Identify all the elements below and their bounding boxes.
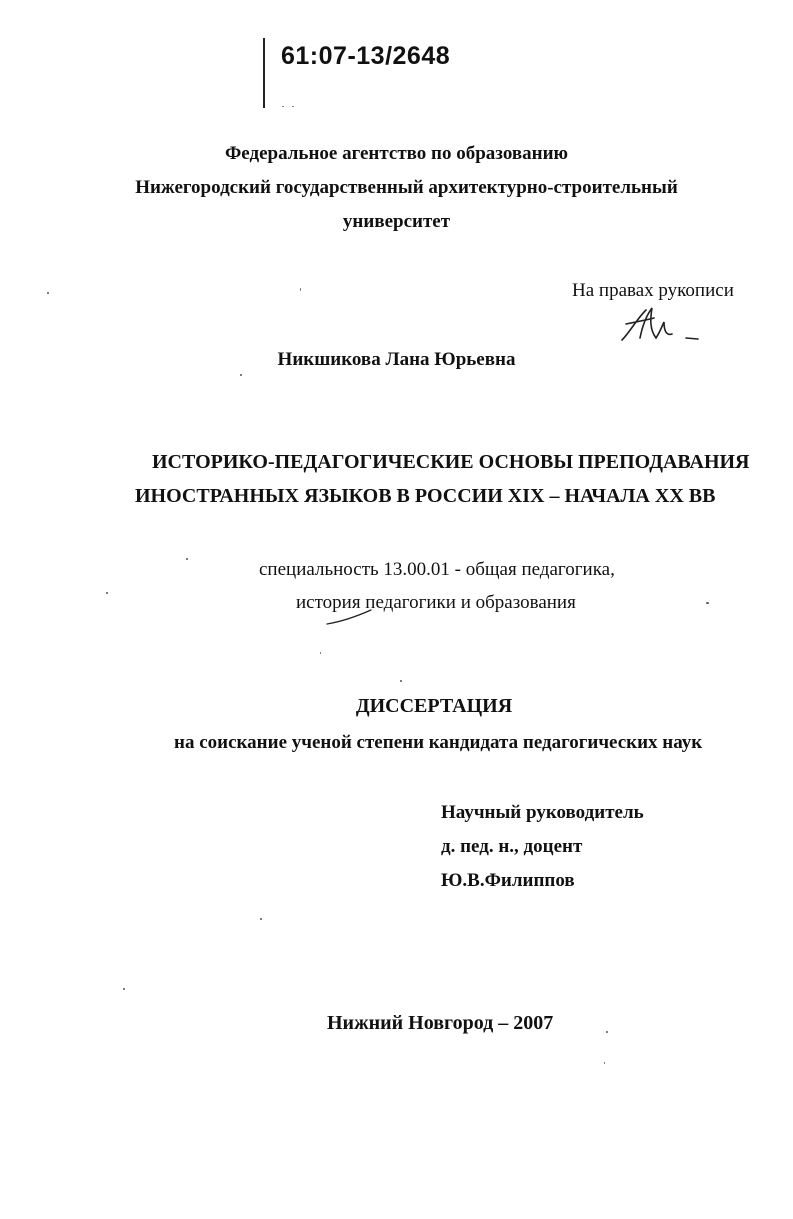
scan-speck [606, 1031, 608, 1033]
university-name-line2: университет [342, 211, 451, 232]
dissertation-title-line2: ИНОСТРАННЫХ ЯЗЫКОВ В РОССИИ XIX – НАЧАЛА XX ВВ [135, 485, 716, 507]
scan-speck [604, 1062, 605, 1064]
scan-speck [106, 592, 108, 594]
scan-speck [292, 106, 294, 107]
scan-speck [260, 918, 262, 920]
archive-stamp-code: 61:07-13/2648 [281, 42, 451, 70]
scan-speck [186, 558, 188, 560]
dissertation-label: ДИССЕРТАЦИЯ [355, 695, 513, 717]
manuscript-rights-note: На правах рукописи [572, 280, 734, 301]
degree-line: на соискание ученой степени кандидата педагогических наук [174, 732, 703, 753]
advisor-role: Научный руководитель [441, 802, 644, 823]
scan-speck [400, 680, 402, 682]
stamp-vertical-line [263, 38, 265, 108]
agency-name: Федеральное агентство по образованию [224, 143, 569, 164]
advisor-rank: д. пед. н., доцент [441, 836, 583, 857]
scan-speck [47, 292, 49, 294]
scan-speck [240, 374, 242, 376]
pen-mark [325, 606, 375, 628]
scan-speck [706, 602, 709, 604]
dissertation-title-line1: ИСТОРИКО-ПЕДАГОГИЧЕСКИЕ ОСНОВЫ ПРЕПОДАВАНИЯ [152, 451, 750, 473]
scan-speck [300, 288, 301, 291]
city-year: Нижний Новгород – 2007 [327, 1012, 554, 1034]
scan-speck [282, 106, 284, 107]
handwritten-signature [616, 302, 706, 348]
advisor-name: Ю.В.Филиппов [441, 870, 575, 891]
specialty-line1: специальность 13.00.01 - общая педагогика, [259, 559, 615, 580]
university-name-line1: Нижегородский государственный архитектурно-строительный [135, 177, 678, 198]
author-name: Никшикова Лана Юрьевна [277, 349, 516, 370]
scan-speck [320, 652, 321, 654]
scan-speck [123, 988, 125, 990]
specialty-line2: история педагогики и образования [296, 592, 576, 613]
